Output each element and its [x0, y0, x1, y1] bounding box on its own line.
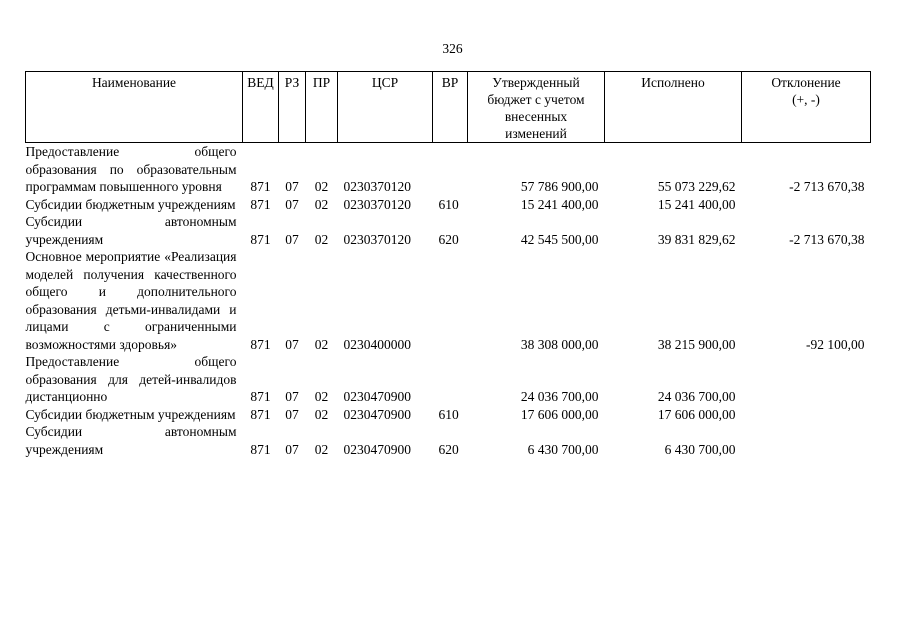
- row-done: 17 606 000,00: [657, 406, 736, 422]
- row-budget: 15 241 400,00: [520, 196, 599, 212]
- table-row: [26, 248, 871, 353]
- header-deviation: [742, 72, 871, 143]
- row-name: Основное мероприятие «Реализация моделей получения качественного общего и дополнительного образования детьми-инвалидами и лицами с ограниченными возможностями здоровья»: [25, 249, 237, 352]
- row-name: Субсидии автономным учреждениям: [25, 424, 237, 457]
- header-done: Исполнено: [605, 72, 742, 143]
- row-name: Предоставление общего образования для детей-инвалидов дистанционно: [25, 354, 237, 404]
- row-ved: 871: [250, 441, 271, 457]
- row-ved: 871: [250, 231, 271, 247]
- row-budget: 24 036 700,00: [520, 389, 599, 404]
- header-budget-text: Утвержденный бюджет с учетом внесенных изменений: [487, 75, 585, 141]
- page-number: 326: [442, 41, 463, 56]
- header-pr: ПР: [306, 72, 338, 143]
- row-ved: 871: [250, 406, 271, 422]
- table-row: [26, 406, 871, 424]
- header-name: Наименование: [26, 72, 243, 143]
- row-vr: 610: [438, 406, 459, 422]
- row-name: Субсидии бюджетным учреждениям: [25, 406, 236, 422]
- row-done: 24 036 700,00: [657, 389, 736, 404]
- row-ved: 871: [250, 336, 271, 352]
- row-ved: 871: [250, 196, 271, 212]
- row-pr: 02: [314, 179, 329, 194]
- row-pr: 02: [314, 406, 329, 422]
- row-csr: 0230370120: [343, 196, 411, 212]
- row-vr: [433, 353, 468, 406]
- row-name: Субсидии бюджетным учреждениям: [25, 196, 236, 212]
- row-csr: 0230470900: [343, 441, 411, 457]
- row-csr: 0230470900: [343, 406, 411, 422]
- table-row: [26, 353, 871, 406]
- row-vr: 620: [438, 441, 459, 457]
- row-budget: 6 430 700,00: [527, 441, 599, 457]
- row-ved: 871: [250, 179, 271, 194]
- row-deviation: [742, 406, 871, 424]
- row-name: Субсидии автономным учреждениям: [25, 214, 237, 247]
- row-pr: 02: [314, 441, 329, 457]
- header-budget: [468, 72, 605, 143]
- table-header: [26, 72, 871, 143]
- row-deviation: [742, 353, 871, 406]
- row-budget: 17 606 000,00: [520, 406, 599, 422]
- table-row: [26, 213, 871, 248]
- row-pr: 02: [314, 389, 329, 404]
- row-rz: 07: [285, 389, 299, 404]
- row-budget: 42 545 500,00: [520, 231, 599, 247]
- row-vr: 610: [438, 196, 459, 212]
- row-done: 55 073 229,62: [657, 179, 736, 194]
- row-ved: 871: [250, 389, 271, 404]
- row-pr: 02: [314, 336, 329, 352]
- header-vr: ВР: [433, 72, 468, 143]
- row-vr: [433, 143, 468, 196]
- budget-table: [25, 71, 871, 458]
- row-done: 38 215 900,00: [657, 336, 736, 352]
- table-row: [26, 423, 871, 458]
- row-budget: 38 308 000,00: [520, 336, 599, 352]
- row-deviation: -92 100,00: [806, 336, 865, 352]
- header-rz: РЗ: [279, 72, 306, 143]
- row-rz: 07: [285, 336, 299, 352]
- row-vr: 620: [438, 231, 459, 247]
- row-csr: 0230370120: [343, 231, 411, 247]
- header-csr: ЦСР: [338, 72, 433, 143]
- row-pr: 02: [314, 231, 329, 247]
- row-deviation: -2 713 670,38: [789, 231, 865, 247]
- row-deviation: [742, 423, 871, 458]
- header-ved: ВЕД: [243, 72, 279, 143]
- header-deviation-text: Отклонение (+, -): [771, 75, 841, 107]
- row-csr: 0230370120: [343, 179, 411, 194]
- row-deviation: -2 713 670,38: [789, 179, 865, 194]
- row-csr: 0230470900: [343, 389, 411, 404]
- row-name: Предоставление общего образования по образовательным программам повышенного уровня: [25, 144, 237, 194]
- row-csr: 0230400000: [343, 336, 411, 352]
- row-rz: 07: [285, 231, 299, 247]
- row-deviation: [742, 196, 871, 214]
- table-row: [26, 196, 871, 214]
- row-rz: 07: [285, 406, 299, 422]
- row-budget: 57 786 900,00: [520, 179, 599, 194]
- row-pr: 02: [314, 196, 329, 212]
- row-rz: 07: [285, 196, 299, 212]
- row-rz: 07: [285, 441, 299, 457]
- table-body: [26, 143, 871, 459]
- row-rz: 07: [285, 179, 299, 194]
- row-done: 15 241 400,00: [657, 196, 736, 212]
- row-done: 39 831 829,62: [657, 231, 736, 247]
- table-row: [26, 143, 871, 196]
- row-done: 6 430 700,00: [664, 441, 736, 457]
- row-vr: [433, 248, 468, 353]
